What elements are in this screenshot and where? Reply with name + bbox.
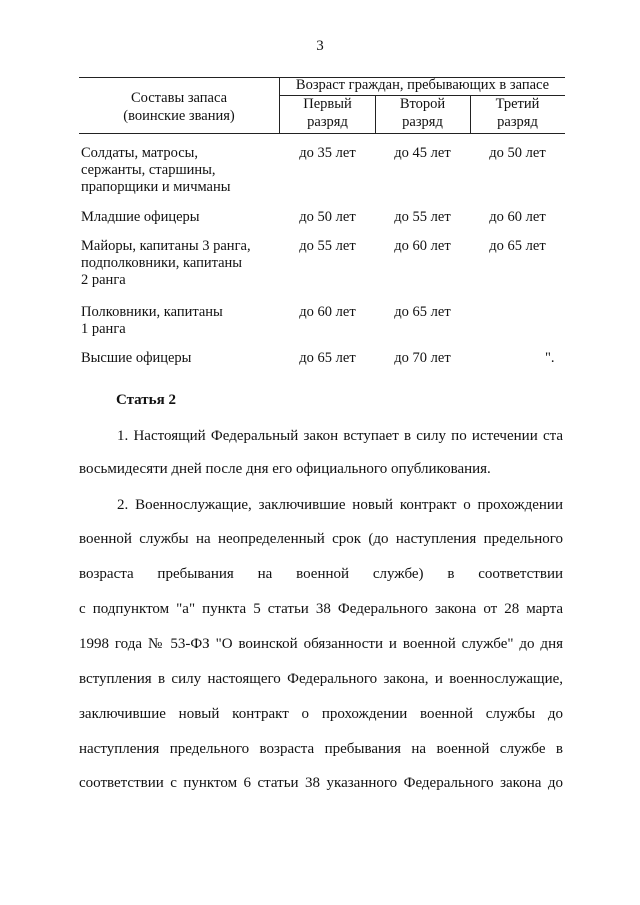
table-cell: до 70 лет (394, 350, 451, 366)
closing-quote-mark: ". (545, 350, 555, 366)
page-number: 3 (316, 38, 324, 54)
table-header-reserve-composition (79, 89, 279, 125)
table-header-first-category (280, 95, 375, 131)
table-cell: до 55 лет (394, 209, 451, 225)
table-row-label (81, 209, 281, 226)
row-label-line: 1 ранга (81, 321, 126, 337)
row-label-line: Высшие офицеры (81, 350, 192, 366)
table-row-label (81, 304, 281, 338)
table-row-label (81, 238, 281, 289)
header-line: Третий (495, 96, 540, 112)
row-label-line: прапорщики и мичманы (81, 179, 231, 195)
paragraph-line: 1998 года № 53-ФЗ "О воинской обязанности и военной службе" до дня (79, 636, 563, 652)
row-label-line: 2 ранга (81, 272, 126, 288)
paragraph-line: военной службы на неопределенный срок (до наступления предельного (79, 531, 563, 547)
paragraph-line: соответствии с пунктом 6 статьи 38 указанного Федерального закона до (79, 775, 563, 791)
header-line: разряд (402, 114, 443, 130)
header-line: (воинские звания) (123, 108, 235, 124)
header-line: Второй (399, 96, 446, 112)
article-title: Статья 2 (116, 392, 176, 408)
table-cell: до 55 лет (299, 238, 356, 254)
table-cell: до 50 лет (299, 209, 356, 225)
table-cell: до 45 лет (394, 145, 451, 161)
header-line: Первый (303, 96, 352, 112)
table-header-bottom-rule (79, 133, 565, 134)
table-cell: до 65 лет (489, 238, 546, 254)
row-label-line: Солдаты, матросы, (81, 145, 199, 161)
table-cell: до 60 лет (489, 209, 546, 225)
paragraph-line: наступления предельного возраста пребывания на военной службе в (79, 741, 563, 757)
row-label-line: Полковники, капитаны (81, 304, 223, 320)
table-header-third-category (470, 95, 565, 131)
paragraph-line: восьмидесяти дней после дня его официального опубликования. (79, 461, 491, 477)
table-cell: до 35 лет (299, 145, 356, 161)
table-row-label (81, 145, 281, 196)
row-label-line: Младшие офицеры (81, 209, 200, 225)
row-label-line: сержанты, старшины, (81, 162, 216, 178)
table-cell: до 60 лет (299, 304, 356, 320)
row-label-line: Майоры, капитаны 3 ранга, (81, 238, 251, 254)
paragraph-line: возраста пребывания на военной службе) в соответствии (79, 566, 563, 582)
paragraph-line: вступления в силу настоящего Федерального закона, и военнослужащие, (79, 671, 563, 687)
table-cell: до 65 лет (394, 304, 451, 320)
paragraph-line: 1. Настоящий Федеральный закон вступает в силу по истечении ста (117, 428, 563, 444)
paragraph-line: с подпунктом "а" пункта 5 статьи 38 Федерального закона от 28 марта (79, 601, 563, 617)
row-label-line: подполковники, капитаны (81, 255, 243, 271)
header-line: разряд (497, 114, 538, 130)
table-row-label (81, 350, 281, 367)
paragraph-line: 2. Военнослужащие, заключившие новый контракт о прохождении (117, 497, 563, 513)
table-header-age-group: Возраст граждан, пребывающих в запасе (295, 77, 550, 93)
paragraph-line: заключившие новый контракт о прохождении военной службы до (79, 706, 563, 722)
header-line: Составы запаса (130, 90, 228, 106)
table-cell: до 50 лет (489, 145, 546, 161)
table-header-second-category (375, 95, 470, 131)
table-cell: до 60 лет (394, 238, 451, 254)
header-line: разряд (307, 114, 348, 130)
table-cell: до 65 лет (299, 350, 356, 366)
